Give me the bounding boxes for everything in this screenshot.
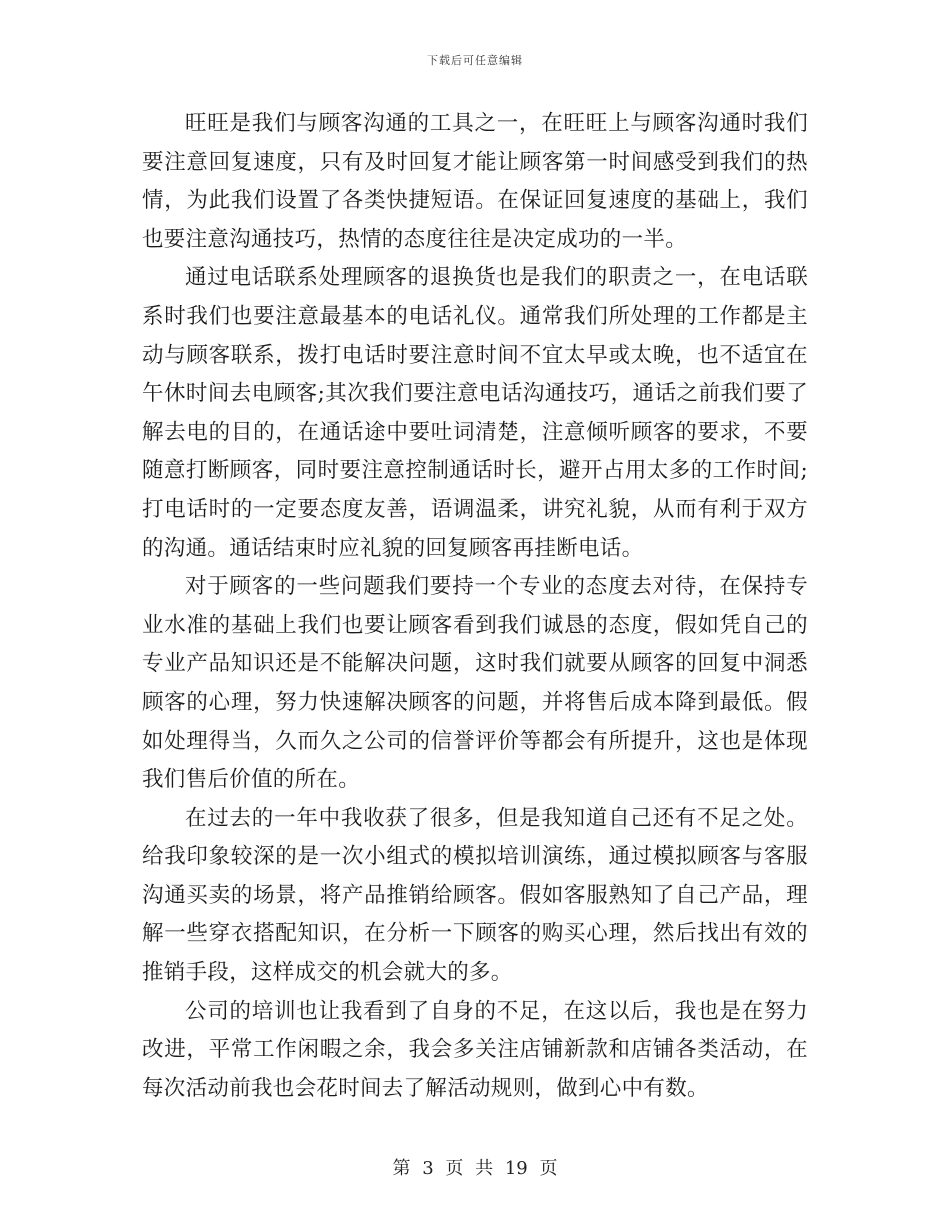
paragraph-4: 在过去的一年中我收获了很多，但是我知道自己还有不足之处。给我印象较深的是一次小组式的模拟培训演练，通过模拟顾客与客服沟通买卖的场景，将产品推销给顾客。假如客服熟知了自己产品，理解一些穿衣搭配知识，在分析一下顾客的购买心理，然后找出有效的推销手段，这样成交的机会就大的多。 [142, 805, 808, 986]
paragraph-1: 旺旺是我们与顾客沟通的工具之一，在旺旺上与顾客沟通时我们要注意回复速度，只有及时回复才能让顾客第一时间感受到我们的热情，为此我们设置了各类快捷短语。在保证回复速度的基础上，我们也要注意沟通技巧，热情的态度往往是决定成功的一半。 [142, 111, 808, 252]
paragraph-5: 公司的培训也让我看到了自身的不足，在这以后，我也是在努力改进，平常工作闲暇之余，我会多关注店铺新款和店铺各类活动，在每次活动前我也会花时间去了解活动规则，做到心中有数。 [142, 998, 808, 1101]
paragraph-2: 通过电话联系处理顾客的退换货也是我们的职责之一，在电话联系时我们也要注意最基本的电话礼仪。通常我们所处理的工作都是主动与顾客联系，拨打电话时要注意时间不宜太早或太晚，也不适宜在午休时间去电顾客;其次我们要注意电话沟通技巧，通话之前我们要了解去电的目的，在通话途中要吐词清楚，注意倾听顾客的要求，不要随意打断顾客，同时要注意控制通话时长，避开占用太多的工作时间;打电话时的一定要态度友善，语调温柔，讲究礼貌，从而有利于双方的沟通。通话结束时应礼貌的回复顾客再挂断电话。 [142, 265, 808, 561]
document-body [142, 105, 808, 1108]
paragraph-3: 对于顾客的一些问题我们要持一个专业的态度去对待，在保持专业水准的基础上我们也要让顾客看到我们诚恳的态度，假如凭自己的专业产品知识还是不能解决问题，这时我们就要从顾客的回复中洞悉顾客的心理，努力快速解决顾客的问题，并将售后成本降到最低。假如处理得当，久而久之公司的信誉评价等都会有所提升，这也是体现我们售后价值的所在。 [142, 574, 808, 793]
page-number: 第 3 页 共 19 页 [392, 1158, 558, 1179]
page-header-note: 下载后可任意编辑 [427, 54, 523, 67]
